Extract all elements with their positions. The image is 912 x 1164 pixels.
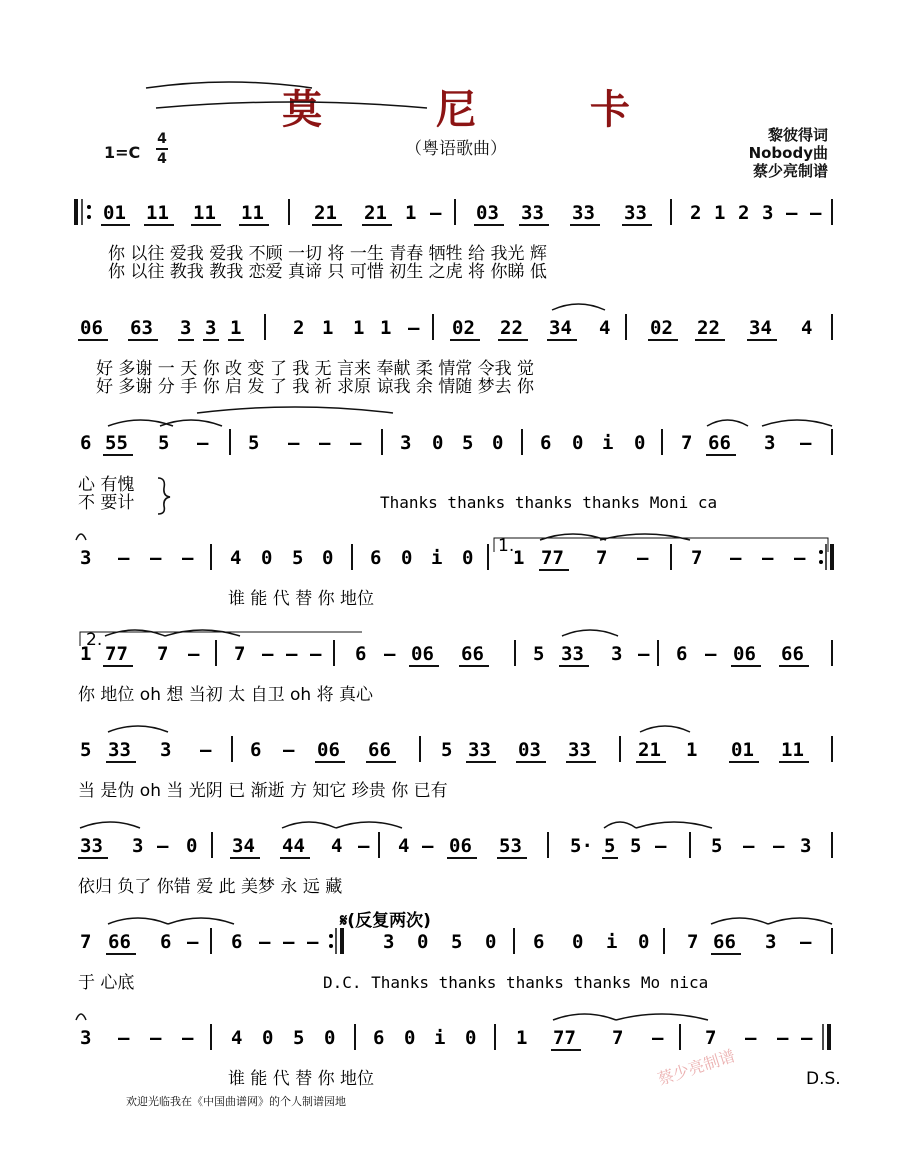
note: 0	[261, 547, 273, 569]
note: 0	[572, 931, 584, 953]
note: 1	[516, 1027, 528, 1049]
meter-bottom: 4	[157, 151, 167, 167]
watermark: 蔡少亮制谱	[655, 1046, 738, 1089]
note: –	[150, 547, 162, 569]
lyric-line: 好 多谢 分 手 你 启 发 了 我 祈 求原 谅我 余 情随 梦去 你	[96, 377, 535, 397]
note: –	[800, 432, 812, 454]
note: 3	[80, 547, 92, 569]
note: 33	[561, 643, 584, 665]
note: 0	[322, 547, 334, 569]
note: –	[283, 739, 295, 761]
note: 0	[634, 432, 646, 454]
note: 5·	[570, 835, 593, 857]
note: 34	[549, 317, 572, 339]
lyric-line: 依归 负了 你错 爱 此 美梦 永 远 藏	[78, 877, 343, 897]
note: 0	[485, 931, 497, 953]
note: –	[743, 835, 755, 857]
note: 22	[697, 317, 720, 339]
note: 33	[108, 739, 131, 761]
note: 6	[80, 432, 92, 454]
note: 1	[322, 317, 334, 339]
lyric-line: 你 地位 oh 想 当初 太 自卫 oh 将 真心	[78, 685, 373, 705]
note: 06	[80, 317, 103, 339]
note: 5	[630, 835, 642, 857]
note: –	[730, 547, 742, 569]
note: –	[801, 1027, 813, 1049]
note: 6	[373, 1027, 385, 1049]
note: 5	[248, 432, 260, 454]
note: 7	[234, 643, 246, 665]
note: 22	[500, 317, 523, 339]
note: 4	[231, 1027, 243, 1049]
tie-slur	[105, 630, 165, 636]
repeat-dot	[87, 215, 91, 219]
note: 77	[553, 1027, 576, 1049]
note: 6	[676, 643, 688, 665]
note: –	[655, 835, 667, 857]
note: 66	[461, 643, 484, 665]
note: –	[384, 643, 396, 665]
note: 02	[452, 317, 475, 339]
note: 1	[513, 547, 525, 569]
note: 66	[108, 931, 131, 953]
lyric-line: 当 是伪 oh 当 光阴 已 渐逝 方 知它 珍贵 你 已有	[78, 781, 448, 801]
lyric-line: 你 以往 教我 教我 恋爱 真谛 只 可惜 初生 之虎 将 你睇 低	[108, 262, 547, 282]
note: 33	[521, 202, 544, 224]
note: 33	[80, 835, 103, 857]
note: 3	[611, 643, 623, 665]
note: 4	[230, 547, 242, 569]
note: 77	[541, 547, 564, 569]
note: i	[431, 547, 443, 569]
repeat-dot	[87, 205, 91, 209]
tie-slur	[80, 822, 140, 828]
note: 3	[764, 432, 776, 454]
note: 2	[738, 202, 750, 224]
note: 7	[687, 931, 699, 953]
note: 3	[762, 202, 774, 224]
note: 02	[650, 317, 673, 339]
note: 66	[713, 931, 736, 953]
note: 1	[353, 317, 365, 339]
repeat-dot	[329, 934, 333, 938]
note: 06	[449, 835, 472, 857]
note: –	[118, 547, 130, 569]
note: 01	[731, 739, 754, 761]
note: 3	[765, 931, 777, 953]
note: –	[307, 931, 319, 953]
footer-note: 欢迎光临我在《中国曲谱网》的个人制谱园地	[126, 1095, 346, 1108]
note: –	[200, 739, 212, 761]
note: 3	[80, 1027, 92, 1049]
composer-credit: Nobody曲	[748, 144, 828, 162]
lyricist-credit: 黎彼得词	[767, 126, 828, 144]
note: –	[310, 643, 322, 665]
tie-slur	[540, 534, 606, 540]
note: –	[638, 643, 650, 665]
note: 5	[462, 432, 474, 454]
note: –	[800, 931, 812, 953]
note: 0	[465, 1027, 477, 1049]
note: 77	[105, 643, 128, 665]
note: 21	[364, 202, 387, 224]
lyric-line: Thanks thanks thanks thanks Moni ca	[380, 493, 718, 512]
note: 0	[432, 432, 444, 454]
note: –	[786, 202, 798, 224]
tie-slur	[552, 304, 605, 310]
note: 5	[533, 643, 545, 665]
note: 1	[714, 202, 726, 224]
note: 3	[383, 931, 395, 953]
note: 7	[681, 432, 693, 454]
note: –	[777, 1027, 789, 1049]
note: –	[118, 1027, 130, 1049]
note: 06	[411, 643, 434, 665]
note: 3	[800, 835, 812, 857]
note: –	[286, 643, 298, 665]
tie-slur	[562, 630, 618, 636]
repeat-dot	[819, 560, 823, 564]
note: 1	[405, 202, 417, 224]
note: 11	[241, 202, 264, 224]
note: –	[157, 835, 169, 857]
note: 0	[572, 432, 584, 454]
note: 7	[705, 1027, 717, 1049]
note: 44	[282, 835, 305, 857]
note: 7	[612, 1027, 624, 1049]
note: –	[259, 931, 271, 953]
note: 6	[231, 931, 243, 953]
tie-slur	[604, 822, 636, 828]
note: 3	[180, 317, 192, 339]
note: –	[182, 1027, 194, 1049]
note: 1	[230, 317, 242, 339]
tie-slur	[76, 1014, 86, 1020]
note: 11	[146, 202, 169, 224]
note: –	[283, 931, 295, 953]
note: 03	[476, 202, 499, 224]
note: 63	[130, 317, 153, 339]
lyric-line: 谁 能 代 替 你 地位	[228, 589, 375, 609]
note: –	[262, 643, 274, 665]
note: 34	[232, 835, 255, 857]
lyric-line: 不 要计	[78, 493, 135, 513]
note: 6	[160, 931, 172, 953]
note: 4	[599, 317, 611, 339]
tie-slur	[336, 822, 402, 828]
note: 53	[499, 835, 522, 857]
lyric-line: 谁 能 代 替 你 地位	[228, 1069, 375, 1089]
note: –	[197, 432, 209, 454]
note: –	[358, 835, 370, 857]
note: 66	[781, 643, 804, 665]
lyric-line: 好 多谢 一 天 你 改 变 了 我 无 言来 奉献 柔 情常 令我 觉	[96, 359, 535, 379]
segno-marking: 𝄋(反复两次)	[340, 911, 431, 931]
note: 7	[691, 547, 703, 569]
note: 6	[540, 432, 552, 454]
note: 3	[160, 739, 172, 761]
note: 0	[401, 547, 413, 569]
key-signature: 1=C	[104, 143, 141, 162]
lyric-line: D.C. Thanks thanks thanks thanks Mo nica	[323, 973, 709, 992]
note: –	[150, 1027, 162, 1049]
note: 4	[331, 835, 343, 857]
note: 6	[355, 643, 367, 665]
note: 33	[568, 739, 591, 761]
note: 11	[781, 739, 804, 761]
note: 0	[186, 835, 198, 857]
note: –	[745, 1027, 757, 1049]
note: 1	[686, 739, 698, 761]
note: 7	[157, 643, 169, 665]
note: 5	[158, 432, 170, 454]
note: 55	[105, 432, 128, 454]
note: –	[762, 547, 774, 569]
note: 34	[749, 317, 772, 339]
lyric-line: 心 有愧	[78, 475, 135, 495]
volta-label-1: 1.	[498, 536, 515, 556]
note: –	[773, 835, 785, 857]
note: –	[187, 931, 199, 953]
note: 33	[468, 739, 491, 761]
note: 3	[132, 835, 144, 857]
note: 1	[80, 643, 92, 665]
note: 5	[80, 739, 92, 761]
note: 0	[462, 547, 474, 569]
tie-slur	[156, 102, 427, 108]
note: 7	[80, 931, 92, 953]
note: 2	[293, 317, 305, 339]
volta-label-2: 2.	[86, 630, 103, 650]
note: –	[652, 1027, 664, 1049]
note: i	[602, 432, 614, 454]
lyric-brace	[158, 478, 170, 514]
arranger-credit: 蔡少亮制谱	[752, 162, 828, 180]
note: 21	[638, 739, 661, 761]
note: i	[606, 931, 618, 953]
note: 0	[404, 1027, 416, 1049]
note: –	[319, 432, 331, 454]
repeat-dot	[819, 550, 823, 554]
song-subtitle: （粤语歌曲）	[405, 139, 507, 159]
lyric-line: D.S.	[806, 1069, 841, 1089]
lyric-line: 你 以往 爱我 爱我 不顾 一切 将 一生 青春 牺牲 给 我光 辉	[108, 244, 547, 264]
note: i	[434, 1027, 446, 1049]
tie-slur	[168, 918, 234, 924]
note: 2	[690, 202, 702, 224]
note: 06	[733, 643, 756, 665]
note: 5	[604, 835, 616, 857]
note: –	[408, 317, 420, 339]
note: 33	[572, 202, 595, 224]
tie-slur	[108, 918, 168, 924]
note: 5	[441, 739, 453, 761]
note: 0	[417, 931, 429, 953]
note: 03	[518, 739, 541, 761]
note: 0	[324, 1027, 336, 1049]
note: 5	[711, 835, 723, 857]
note: 33	[624, 202, 647, 224]
tie-slur	[636, 822, 712, 828]
lyric-line: 于 心底	[78, 973, 135, 993]
tie-slur	[282, 822, 336, 828]
note: –	[182, 547, 194, 569]
tie-slur	[553, 1014, 616, 1020]
note: 0	[262, 1027, 274, 1049]
note: 06	[317, 739, 340, 761]
note: –	[188, 643, 200, 665]
tie-slur	[711, 918, 768, 924]
tie-slur	[640, 726, 690, 732]
tie-slur	[146, 82, 312, 88]
note: 01	[103, 202, 126, 224]
tie-slur	[600, 534, 690, 540]
note: –	[430, 202, 442, 224]
note: 0	[492, 432, 504, 454]
note: 7	[596, 547, 608, 569]
note: 5	[451, 931, 463, 953]
note: 66	[708, 432, 731, 454]
note: –	[350, 432, 362, 454]
tie-slur	[616, 1014, 708, 1020]
note: 6	[370, 547, 382, 569]
note: –	[422, 835, 434, 857]
tie-slur	[707, 420, 748, 426]
tie-slur	[197, 407, 393, 413]
song-title: 莫 尼 卡	[282, 86, 680, 133]
tie-slur	[762, 420, 832, 426]
note: 6	[533, 931, 545, 953]
note: 0	[638, 931, 650, 953]
note: –	[288, 432, 300, 454]
tie-slur	[165, 630, 240, 636]
tie-slur	[768, 918, 832, 924]
note: –	[637, 547, 649, 569]
note: –	[810, 202, 822, 224]
note: 6	[250, 739, 262, 761]
note: 5	[293, 1027, 305, 1049]
meter-top: 4	[157, 131, 167, 147]
note: 1	[380, 317, 392, 339]
note: –	[794, 547, 806, 569]
note: 4	[801, 317, 813, 339]
note: 3	[400, 432, 412, 454]
note: 4	[398, 835, 410, 857]
tie-slur	[108, 726, 168, 732]
repeat-dot	[329, 944, 333, 948]
note: –	[705, 643, 717, 665]
note: 5	[292, 547, 304, 569]
note: 21	[314, 202, 337, 224]
note: 11	[193, 202, 216, 224]
tie-slur	[76, 534, 86, 540]
note: 3	[205, 317, 217, 339]
note: 66	[368, 739, 391, 761]
